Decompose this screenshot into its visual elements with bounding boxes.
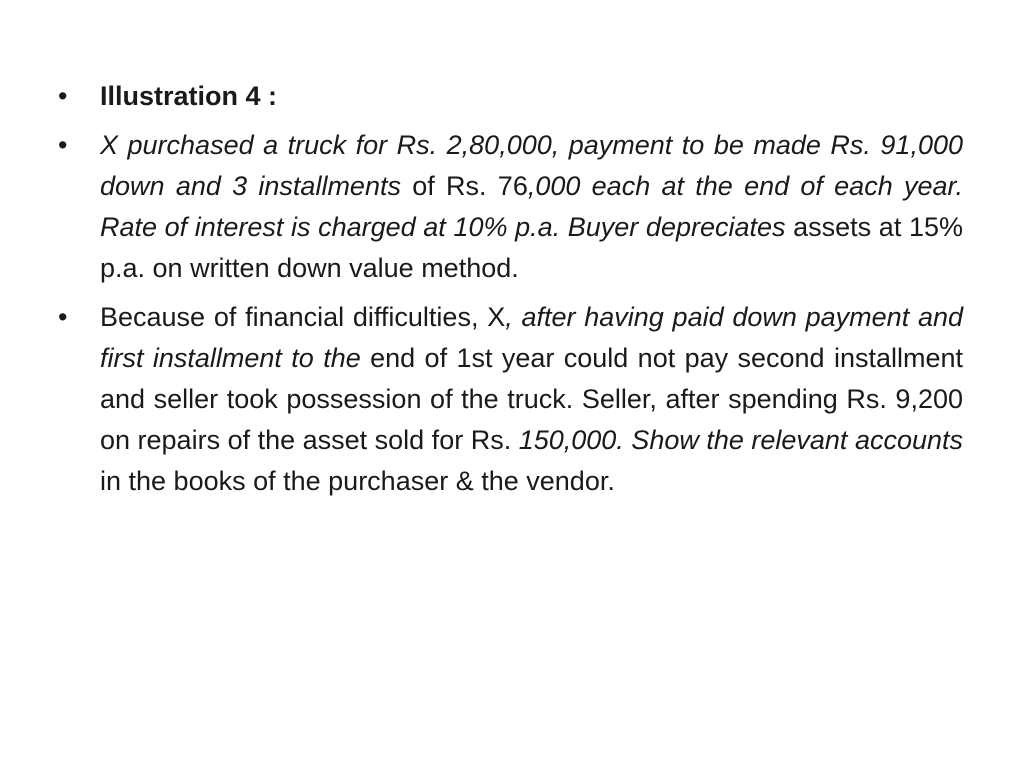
purchase-terms-text: assets at 15% p.a. on written down value method.: [100, 212, 963, 283]
bullet-dot: •: [58, 81, 68, 111]
repossession-text: end of 1st year could not pay second installment and seller took possession of the truck. Seller, after spending Rs. 9,200 on repairs of the asset sold for Rs.: [100, 343, 963, 455]
bullet-item-heading: [58, 76, 963, 117]
purchase-terms-text: X purchased a truck for Rs. 2,80,000, payment to be made Rs. 91,000 down and 3 installments: [100, 130, 963, 201]
repossession-text: 150,000. Show the relevant accounts: [518, 425, 964, 455]
bullet-dot: •: [58, 130, 68, 160]
bullet-dot: •: [58, 302, 68, 332]
repossession-text: , after having paid down payment and first installment to the: [100, 302, 963, 373]
bullet-item-repossession: [58, 297, 963, 502]
repossession-text: Because of financial difficulties, X: [100, 302, 506, 332]
repossession-text: in the books of the purchaser & the vendor.: [100, 466, 615, 496]
illustration-heading: Illustration 4 :: [100, 81, 278, 111]
purchase-terms-text: of Rs. 76: [400, 171, 528, 201]
bullet-list: [58, 76, 963, 510]
purchase-terms-text: ,000 each at the end of each year. Rate of interest is charged at 10% p.a. Buyer depreciates: [100, 171, 964, 242]
bullet-item-purchase-terms: [58, 125, 963, 289]
